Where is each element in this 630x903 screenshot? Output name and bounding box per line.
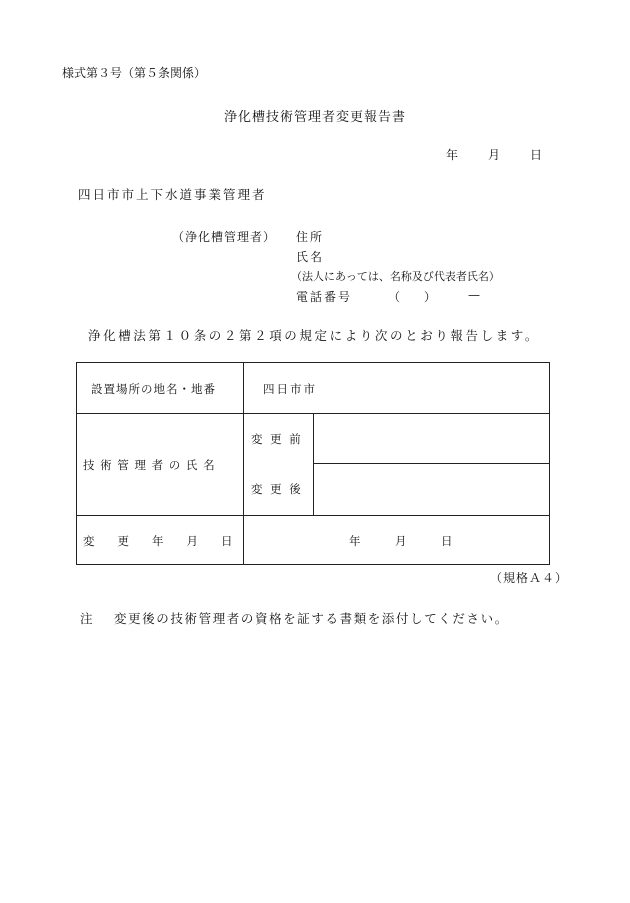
applicant-role: （浄化槽管理者） (172, 230, 277, 244)
form-id: 様式第３号（第５条関係） (62, 66, 207, 80)
after-label: 変 更 後 (251, 482, 303, 496)
address-label: 住所 (296, 230, 325, 244)
phone-dash: — (468, 288, 482, 302)
phone-close-paren: ） (424, 290, 439, 304)
table-rule-2 (313, 463, 549, 464)
corporation-note: （法人にあっては、名称及び代表者氏名） (291, 270, 500, 283)
location-label: 設置場所の地名・地番 (91, 382, 216, 396)
page-title: 浄化槽技術管理者変更報告書 (223, 110, 406, 125)
size-note: （規格Ａ４） (489, 571, 568, 585)
change-date-label: 変 更 年 月 日 (83, 534, 233, 548)
report-table (76, 362, 550, 565)
note-mark: 注 (80, 611, 95, 626)
location-value: 四日市市 (263, 382, 317, 396)
date-year: 年 (445, 148, 458, 162)
change-date-value: 年 月 日 (349, 534, 453, 548)
recipient: 四日市市上下水道事業管理者 (78, 187, 267, 202)
footnote (80, 609, 509, 627)
phone-label: 電話番号 (296, 290, 353, 304)
name-label: 氏名 (296, 250, 325, 264)
phone-row (296, 288, 482, 305)
phone-open-paren: （ (388, 290, 403, 304)
date-row (446, 146, 542, 163)
manager-name-label: 技 術 管 理 者 の 氏 名 (83, 458, 216, 472)
before-label: 変 更 前 (251, 432, 303, 446)
table-subcol-divider (313, 413, 314, 515)
date-month: 月 (487, 148, 500, 162)
body-text: 浄化槽法第１０条の２第２項の規定により次のとおり報告します。 (88, 328, 541, 343)
date-day: 日 (529, 148, 542, 162)
table-rule-3 (77, 515, 549, 516)
note-text: 変更後の技術管理者の資格を証する書類を添付してください。 (114, 611, 509, 626)
table-col-divider (243, 363, 244, 564)
